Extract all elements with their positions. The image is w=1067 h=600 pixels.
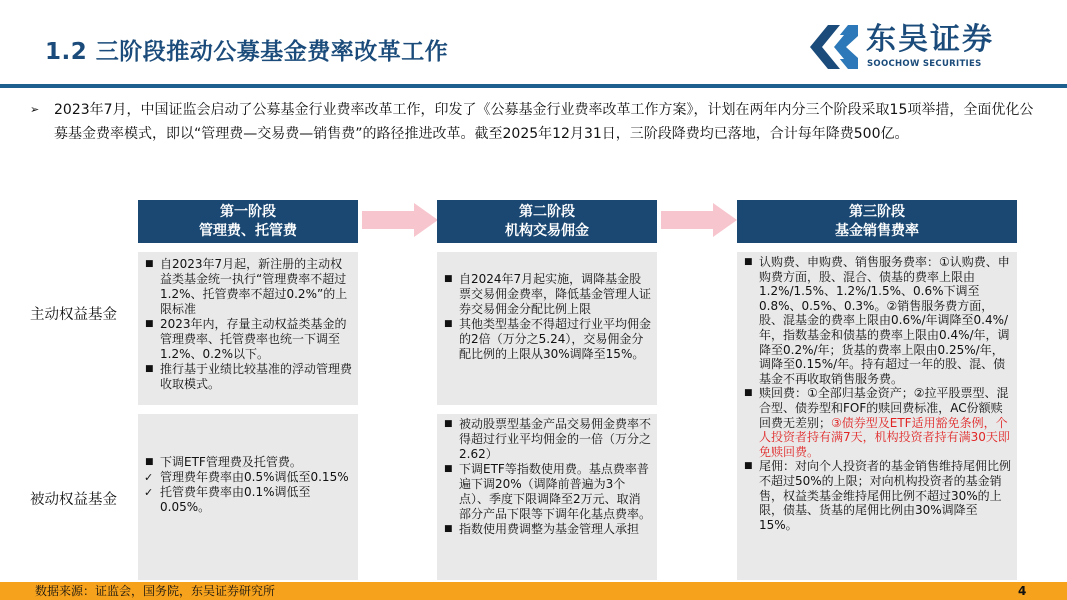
stage-2-active-cell [437,252,657,405]
list-item: ■ 推行基于业绩比较基准的浮动管理费收取模式。 [145,362,353,391]
soochow-logo-icon [808,22,860,72]
stage-2-topic: 机构交易佣金 [505,223,589,239]
arrow-bullet-icon: ➢ [30,103,40,116]
check-icon: ✓ [144,486,154,499]
list-item: ■ 尾佣：对向个人投资者的基金销售维持尾佣比例不超过50%的上限；对向机构投资者的基金销售，权益类基金维持尾佣比例不超过30%的上限，债基、货基的尾佣比例由30%调降至15%。 [744,459,1012,532]
stage-3-header [737,200,1017,243]
stage-arrow-2-icon [661,203,737,237]
square-bullet-icon: ■ [744,257,753,267]
stage-1-topic: 管理费、托管费 [199,223,297,239]
list-item: ✓ 托管费年费率由0.1%调低至0.05%。 [144,485,311,514]
stage-1-name: 第一阶段 [220,204,276,220]
intro-paragraph [30,98,1040,146]
list-item: ■ 自2023年7月起，新注册的主动权益类基金统一执行“管理费率不超过1.2%、托管费率不超过0.2%”的上限标准 [145,257,348,316]
logo-english-name: SOOCHOW SECURITIES [867,59,982,69]
square-bullet-icon: ■ [444,464,453,474]
stage-2-name: 第二阶段 [519,204,575,220]
square-bullet-icon: ■ [744,388,753,399]
intro-text: 2023年7月，中国证监会启动了公募基金行业费率改革工作，印发了《公募基金行业费率改革工作方案》，计划在两年内分三个阶段采取15项举措，全面优化公募基金费率模式，即以“管理费—交易费—销售费”的路径推进改革。截至2025年12月31日，三阶段降费均已落地，合计每年降费500亿。 [54,102,1034,142]
list-item: ■ 被动股票型基金产品交易佣金费率不得超过行业平均佣金的一倍（万分之2.62） [444,417,652,461]
stage-2-passive-cell [437,414,657,580]
stage-3-topic: 基金销售费率 [835,223,919,239]
row-label-passive: 被动权益基金 [30,492,117,508]
square-bullet-icon: ■ [145,364,154,374]
check-icon: ✓ [144,471,154,484]
list-item: ■ 下调ETF管理费及托管费。 [145,455,302,469]
page-number: 4 [1018,584,1027,598]
list-item: ■ 2023年内，存量主动权益类基金的管理费率、托管费率也统一下调至1.2%、0.2%以下。 [145,317,347,361]
stage-3-cell [737,252,1017,580]
highlight-text: ③债券型及ETF适用豁免条例，个人投资者持有满7天，机构投资者持有满30天即免赎回费。 [759,415,1010,459]
data-source: 数据来源：证监会，国务院，东吴证券研究所 [35,584,276,598]
list-item: ■ 下调ETF等指数使用费。基点费率普遍下调20%（调降前普遍为3个点）、季度下限调降至2万元、取消部分产品下限等下调年化基点费率。 [444,462,652,521]
stage-3-name: 第三阶段 [849,204,905,220]
square-bullet-icon: ■ [444,319,453,329]
stage-1-active-cell [138,252,358,405]
list-item: ■ 赎回费：①全部归基金资产；②拉平股票型、混合型、债券型和FOF的赎回费标准，AC份额赎回费无差别；③债券型及ETF适用豁免条例，个人投资者持有满7天，机构投资者持有满30天即免赎回费。 [744,386,1010,459]
square-bullet-icon: ■ [444,524,453,534]
list-item: ■ 其他类型基金不得超过行业平均佣金的2倍（万分之5.24），交易佣金分配比例的上限从30%调降至15%。 [444,317,652,361]
logo-chinese-name: 东吴证券 [866,22,994,57]
square-bullet-icon: ■ [744,461,753,472]
company-logo [808,22,1008,74]
stage-2-header [437,200,657,243]
title-divider [0,84,1067,88]
list-item: ■ 认购费、申购费、销售服务费率：①认购费、申购费方面，股、混合、债基的费率上限由1.2%/1.5%、1.2%/1.5%、0.6%下调至0.8%、0.5%、0.3%。②销售服务费方面，股、混基金的费率上限由0.6%/年调降至0.4%/年，指数基金和债基的费率上限由0.4%/年，调降至0.2%/年；货基的费率上限由0.25%/年，调降至0.15%/年。持有超过一年的股、混、债基金不再收取销售服务费。 [744,255,1010,386]
list-item: ✓ 管理费年费率由0.5%调低至0.15% [144,470,349,484]
row-label-active: 主动权益基金 [30,307,117,323]
page-title: 1.2 三阶段推动公募基金费率改革工作 [45,39,449,65]
square-bullet-icon: ■ [444,274,453,284]
square-bullet-icon: ■ [145,457,154,467]
stage-1-passive-cell [138,414,358,580]
list-item: ■ 指数使用费调整为基金管理人承担 [444,522,640,536]
stage-arrow-1-icon [362,203,438,237]
square-bullet-icon: ■ [145,259,154,269]
square-bullet-icon: ■ [444,419,453,429]
list-item: ■ 自2024年7月起实施，调降基金股票交易佣金费率，降低基金管理人证券交易佣金分配比例上限 [444,272,652,316]
stage-1-header [138,200,358,243]
square-bullet-icon: ■ [145,319,154,329]
